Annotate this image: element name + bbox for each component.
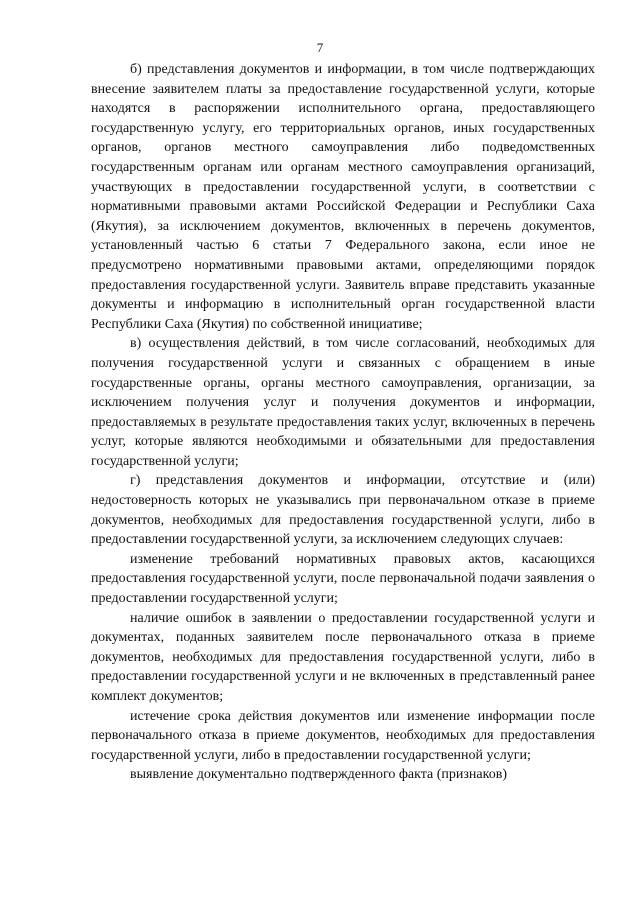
paragraph-expiry: истечение срока действия документов или изменение информации после первоначального отказа в приеме документов, необходимых для предоставления государственной услуги, либо в предоставлении государственной услуги; bbox=[91, 708, 595, 763]
paragraph-b-documents: б) представления документов и информации, в том числе подтверждающих внесение заявителем платы за предоставление государственной услуги, которые находятся в распоряжении исполнительного органа, предоставляющего государственную услугу, его территориальных органов, иных государственных органов, органов местного самоуправления либо подведомственных государственным органам или органам местного самоуправления организаций, участвующих в предоставлении государственной услуги, в соответствии с нормативными правовыми актами Российской Федерации и Республики Саха (Якутия), за исключением документов, включенных в перечень документов, установленный частью 6 статьи 7 Федерального закона, если иное не предусмотрено нормативными правовыми актами, определяющими порядок предоставления государственной услуги. Заявитель вправе представить указанные документы и информацию в исполнительный орган государственной власти Республики Саха (Якутия) по собственной инициативе; bbox=[91, 62, 595, 332]
paragraph-v-actions: в) осуществления действий, в том числе согласований, необходимых для получения государственной услуги и связанных с обращением в иные государственные органы, органы местного самоуправления, организации, за исключением получения услуг и получения документов и информации, предоставляемых в результате предоставления таких услуг, включенных в перечень услуг, которые являются необходимыми и обязательными для предоставления государственной услуги; bbox=[91, 336, 595, 469]
paragraph-g-documents: г) представления документов и информации, отсутствие и (или) недостоверность которых не указывались при первоначальном отказе в приеме документов, необходимых для предоставления государственной услуги, либо в предоставлении государственной услуги, за исключением следующих случаев: bbox=[91, 473, 595, 548]
page-number: 7 bbox=[316, 40, 324, 55]
paragraph-requirements-change: изменение требований нормативных правовых актов, касающихся предоставления государственной услуги, после первоначальной подачи заявления о предоставлении государственной услуги; bbox=[91, 551, 595, 607]
paragraph-fact-detection: выявление документально подтвержденного факта (признаков) bbox=[130, 767, 507, 783]
document-body bbox=[91, 60, 595, 785]
paragraph-errors-present: наличие ошибок в заявлении о предоставлении государственной услуги и документах, поданных заявителем после первоначального отказа в приеме документов, необходимых для предоставления государственной услуги, либо в предоставлении государственной услуги и не включенных в представленный ранее комплект документов; bbox=[91, 610, 595, 704]
